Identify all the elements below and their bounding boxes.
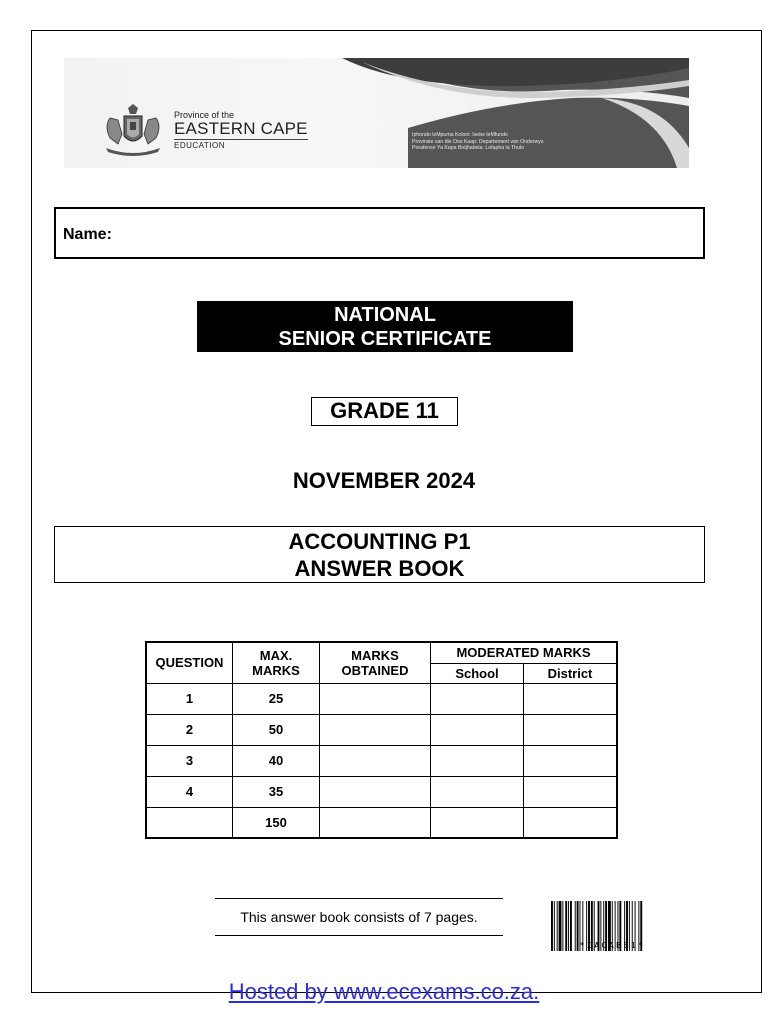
header-question: QUESTION [146, 642, 233, 683]
certificate-title [197, 301, 573, 352]
header-max-marks-label: MAX. MARKS [252, 647, 300, 678]
row-marks-obtained-cell[interactable] [320, 807, 431, 838]
header-district: District [524, 663, 618, 683]
subject-line-2: ANSWER BOOK [294, 556, 465, 581]
grade-label: GRADE 11 [311, 397, 458, 426]
row-marks-obtained-cell[interactable] [320, 714, 431, 745]
certificate-line-1: NATIONAL [334, 304, 436, 326]
table-row [146, 745, 617, 776]
row-max-marks: 25 [233, 683, 320, 714]
header-banner [64, 58, 689, 168]
department-multilingual-text [412, 132, 543, 152]
row-school-cell[interactable] [431, 683, 524, 714]
table-row [146, 714, 617, 745]
name-label: Name: [63, 226, 112, 243]
dept-line-1: Iphondo leMpuma Koloni: Isebe leMfundo [412, 132, 508, 138]
row-district-cell[interactable] [524, 683, 618, 714]
row-question: 4 [146, 776, 233, 807]
row-school-cell[interactable] [431, 745, 524, 776]
logo-province-name: EASTERN CAPE [174, 119, 308, 138]
exam-date: NOVEMBER 2024 [292, 468, 476, 493]
logo-department-label: EDUCATION [174, 141, 226, 150]
row-district-cell[interactable] [524, 807, 618, 838]
row-question: 1 [146, 683, 233, 714]
header-school: School [431, 663, 524, 683]
row-question: 2 [146, 714, 233, 745]
row-school-cell[interactable] [431, 714, 524, 745]
row-district-cell[interactable] [524, 776, 618, 807]
header-marks-obtained [320, 642, 431, 683]
row-marks-obtained-cell[interactable] [320, 776, 431, 807]
coat-of-arms-icon [100, 104, 166, 156]
row-school-cell[interactable] [431, 776, 524, 807]
table-row [146, 683, 617, 714]
dept-line-3: Porafense Ya Kapa Botjhabela: Lefapha la Thuto [412, 145, 525, 152]
header-marks-obtained-label: MARKS OBTAINED [341, 647, 409, 678]
barcode-text: *IACABE1* [579, 941, 646, 950]
hosted-by-link[interactable]: Hosted by www.ecexams.co.za. [228, 979, 540, 1004]
page-frame [31, 30, 762, 993]
dept-line-2: Provinsie van die Oos Kaap: Departement van Onderwys [412, 138, 544, 145]
subject-line-1: ACCOUNTING P1 [288, 529, 471, 554]
logo-province-label: Province of the [174, 110, 235, 120]
row-marks-obtained-cell[interactable] [320, 745, 431, 776]
certificate-line-2: SENIOR CERTIFICATE [278, 328, 492, 350]
department-logo [100, 104, 320, 156]
row-school-cell[interactable] [431, 807, 524, 838]
header-moderated-marks: MODERATED MARKS [431, 642, 618, 663]
row-marks-obtained-cell[interactable] [320, 683, 431, 714]
page-count-note: This answer book consists of 7 pages. [215, 898, 503, 936]
subject-title [54, 526, 705, 583]
row-max-marks: 50 [233, 714, 320, 745]
row-question [146, 807, 233, 838]
name-field[interactable] [54, 207, 705, 259]
row-max-marks: 35 [233, 776, 320, 807]
table-row-total [146, 807, 617, 838]
table-row [146, 776, 617, 807]
row-district-cell[interactable] [524, 745, 618, 776]
row-max-marks: 40 [233, 745, 320, 776]
row-max-marks-total: 150 [233, 807, 320, 838]
header-max-marks [233, 642, 320, 683]
row-question: 3 [146, 745, 233, 776]
marks-table [145, 641, 618, 839]
row-district-cell[interactable] [524, 714, 618, 745]
